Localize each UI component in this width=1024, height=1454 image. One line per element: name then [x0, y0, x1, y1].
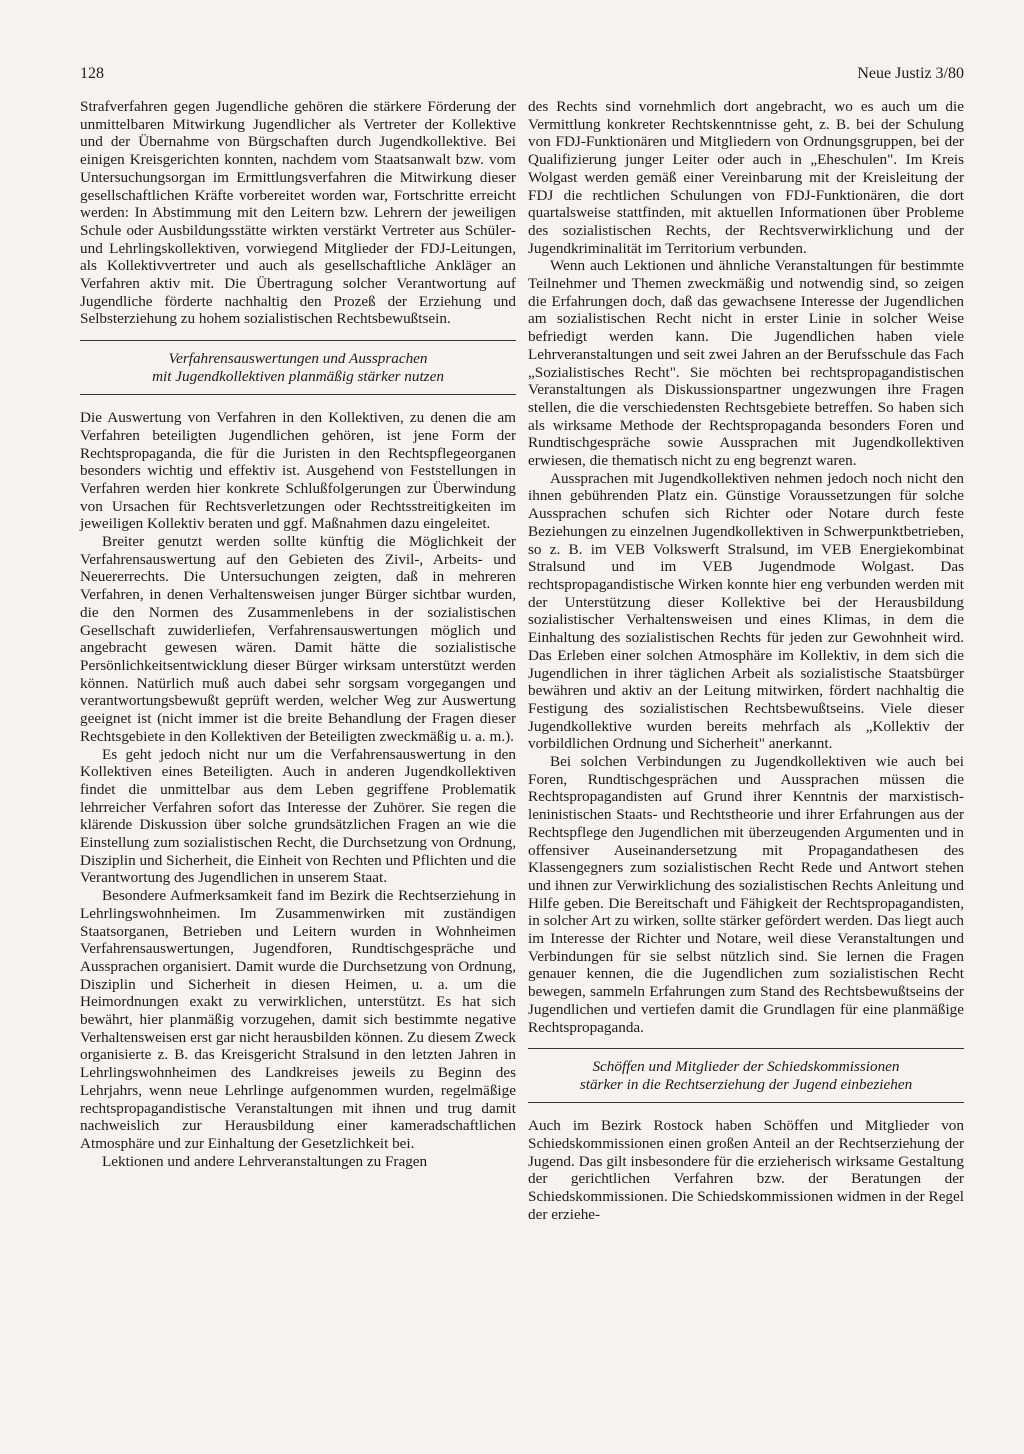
paragraph: Die Auswertung von Verfahren in den Kollektiven, zu denen die am Verfahren beteiligten Jugendlichen gehören, ist jene Form der Rechtspropaganda, die für die Juristen in den Rechtspflegeorganen besonders wichtig und effektiv ist. Ausgehend von Feststellungen in Verfahren werden hier konkrete Schlußfolgerungen zur Überwindung von Ursachen für Rechtsverletzungen oder Rechtsstreitigkeiten im jeweiligen Kollektiv beraten und ggf. Maßnahmen dazu eingeleitet. [80, 409, 516, 533]
section-heading [80, 340, 516, 395]
paragraph: Strafverfahren gegen Jugendliche gehören die stärkere Förderung der unmittelbaren Mitwirkung Jugendlicher als Vertreter der Kollektive und der Übernahme von Bürgschaften durch Jugendkollektive. Bei einigen Kreisgerichten konnten, nachdem vom Staatsanwalt bzw. vom Untersuchungsorgan im Ermittlungsverfahren die Mitwirkung dieser gesellschaftlichen Kräfte vorbereitet worden war, Fortschritte erreicht werden: In Abstimmung mit den Leitern bzw. Lehrern der jeweiligen Schule oder Ausbildungsstätte wirkten verstärkt Vertreter aus Schüler- und Lehrlingskollektiven, vorwiegend Mitglieder der FDJ-Leitungen, als Kollektivvertreter und auch als gesellschaftliche Ankläger an Verfahren aktiv mit. Die Übertragung solcher Verantwortung auf Jugendliche förderte nachhaltig den Prozeß der Erziehung und Selbsterziehung zu hohem sozialistischen Rechtsbewußtsein. [80, 98, 516, 328]
page-header [80, 64, 964, 86]
paragraph: Bei solchen Verbindungen zu Jugendkollektiven wie auch bei Foren, Rundtischgesprächen und Aussprachen müssen die Rechtspropagandisten auf Grund ihrer Kenntnis der marxistisch-leninistischen Staats- und Rechtstheorie und ihrer Erfahrungen aus der Rechtspflege den Jugendlichen mit überzeugenden Argumenten und in offensiver Auseinandersetzung mit Propagandathesen des Klassengegners zum sozialistischen Recht Rede und Antwort stehen und ihnen zur Verwirklichung des sozialistischen Rechts Anleitung und Hilfe geben. Die Bereitschaft und Fähigkeit der Rechtspropagandisten, in solcher Art zu wirken, sollte stärker gefördert werden. Das liegt auch im Interesse der Richter und Notare, weil diese Veranstaltungen und Verbindungen für sie selbst nützlich sind. Sie lernen die Fragen genauer kennen, die die Jugendlichen zum sozialistischen Recht bewegen, sammeln Erfahrungen zum Stand des Rechtsbewußtseins der Jugendlichen und vertiefen damit die Grundlagen für eine planmäßige Rechtspropaganda. [528, 753, 964, 1036]
section-heading-line: Verfahrensauswertungen und Aussprachen [168, 350, 428, 368]
right-column [528, 98, 964, 1223]
paragraph: Auch im Bezirk Rostock haben Schöffen und Mitglieder von Schiedskommissionen einen großen Anteil an der Rechtserziehung der Jugend. Das gilt insbesondere für die erzieherisch wirksame Gestaltung der gerichtlichen Verfahren bzw. der Beratungen der Schiedskommissionen. Die Schiedskommissionen widmen in der Regel der erziehe- [528, 1117, 964, 1223]
section-heading [528, 1048, 964, 1103]
left-column [80, 98, 516, 1170]
paragraph: Lektionen und andere Lehrveranstaltungen zu Fragen [102, 1152, 428, 1170]
page-number: 128 [80, 65, 104, 82]
section-heading-line: Schöffen und Mitglieder der Schiedskommissionen [592, 1058, 900, 1076]
paragraph: Wenn auch Lektionen und ähnliche Veranstaltungen für bestimmte Teilnehmer und Themen zweckmäßig und notwendig sind, so zeigen die Erfahrungen doch, daß das gewachsene Interesse der Jugendlichen am sozialistischen Recht nicht in erster Linie in solcher Weise befriedigt werden kann. Die Jugendlichen haben viele Lehrveranstaltungen und seit zwei Jahren an der Berufsschule das Fach „Sozialistisches Recht". Sie möchten bei rechtspropagandistischen Veranstaltungen als Diskussionspartner ungezwungen ihre Fragen stellen, die die verschiedensten Rechtsgebiete betreffen. So haben sich als wirksame Methode der Rechtspropaganda besonders Foren und Rundtischgespräche sowie Aussprachen mit Jugendkollektiven erwiesen, die thematisch nicht zu eng begrenzt waren. [528, 257, 964, 470]
paragraph: Es geht jedoch nicht nur um die Verfahrensauswertung in den Kollektiven eines Beteiligten. Auch in anderen Jugendkollektiven findet die unmittelbar aus dem Leben gegriffene Problematik lehrreicher Verfahren sofort das Interesse der Zuhörer. Sie regen die klärende Diskussion über solche grundsätzlichen Fragen an wie die Einstellung zum sozialistischen Recht, die Durchsetzung von Ordnung, Disziplin und Sicherheit, die Einheit von Rechten und Pflichten und die Verantwortung des Jugendlichen in unserem Staat. [80, 745, 516, 887]
paragraph: des Rechts sind vornehmlich dort angebracht, wo es auch um die Vermittlung konkreter Rechtskenntnisse geht, z. B. bei der Schulung von FDJ-Funktionären und Mitgliedern von Ordnungsgruppen, bei der Qualifizierung junger Leiter oder auch in „Eheschulen". Im Kreis Wolgast werden gemäß einer Vereinbarung mit der Kreisleitung der FDJ die rechtlichen Schulungen von FDJ-Funktionären, die dort quartalsweise stattfinden, mit aktuellen Informationen über Probleme des sozialistischen Rechts, der Rechtsverwirklichung und der Jugendkriminalität im Territorium verbunden. [528, 98, 964, 257]
section-heading-line: stärker in die Rechtserziehung der Jugend einbeziehen [579, 1076, 913, 1094]
paragraph: Besondere Aufmerksamkeit fand im Bezirk die Rechtserziehung in Lehrlingswohnheimen. Im Zusammenwirken mit zuständigen Staatsorganen, Betrieben und Leitern wurden in Wohnheimen Verfahrensauswertungen, Jugendforen, Rundtischgespräche und Aussprachen organisiert. Damit wurde die Durchsetzung von Ordnung, Disziplin und Sicherheit in diesen Heimen, u. a. um die Heimordnungen exakt zu verwirklichen, unterstützt. Es hat sich bewährt, hier planmäßig vorzugehen, damit sich bestimmte negative Verhaltensweisen erst gar nicht herausbilden können. Zu diesem Zweck organisierte z. B. das Kreisgericht Stralsund in den letzten Jahren in Lehrlingswohnheimen des Landkreises jeweils zu Beginn des Lehrjahrs, wenn neue Lehrlinge aufgenommen wurden, regelmäßige rechtspropagandistische Veranstaltungen mit ihnen und trug damit nachweislich zur Herausbildung einer kameradschaftlichen Atmosphäre und zur Einhaltung der Gesetzlichkeit bei. [80, 887, 516, 1152]
paragraph: Breiter genutzt werden sollte künftig die Möglichkeit der Verfahrensauswertung auf den Gebieten des Zivil-, Arbeits- und Neuererrechts. Die Untersuchungen zeigten, daß in mehreren Verfahren, in denen Verhaltensweisen junger Bürger sichtbar wurden, die den Normen des Zusammenlebens in der sozialistischen Gesellschaft zuwiderliefen, Verfahrensauswertungen möglich und angebracht gewesen wären. Damit hätte die sozialistische Persönlichkeitsentwicklung dieser Bürger wirksam unterstützt werden können. Natürlich muß auch dabei sehr sorgsam vorgegangen und verantwortungsbewußt geprüft werden, welcher Weg zur Auswertung geeignet ist (nicht immer ist die breite Behandlung der Fragen dieser Rechtsgebiete in den Kollektiven der Beteiligten zweckmäßig u. a. m.). [80, 533, 516, 745]
section-heading-line: mit Jugendkollektiven planmäßig stärker nutzen [152, 368, 444, 386]
journal-issue: Neue Justiz 3/80 [857, 65, 964, 82]
paragraph: Aussprachen mit Jugendkollektiven nehmen jedoch noch nicht den ihnen gebührenden Platz ein. Günstige Voraussetzungen für solche Aussprachen schufen sich Richter oder Notare durch feste Beziehungen zu einzelnen Jugendkollektiven in Schwerpunktbetrieben, so z. B. im VEB Volkswerft Stralsund, im VEB Energiekombinat Stralsund und im VEB Jugendmode Wolgast. Das rechtspropagandistische Wirken konnte hier eng verbunden werden mit der Unterstützung dieser Kollektive bei der Herausbildung sozialistischer Verhaltensweisen und eines Klimas, in dem die Einhaltung des sozialistischen Rechts für jeden zur Gewohnheit wird. Das Erleben einer solchen Atmosphäre im Kollektiv, in dem sich die Jugendlichen in ihrer täglichen Arbeit als sozialistische Staatsbürger bewähren und aktiv an der Leitung mitwirken, fördert nachhaltig die Festigung des sozialistischen Rechtsbewußtseins. Viele dieser Jugendkollektive wurden bereits mehrfach als „Kollektiv der vorbildlichen Ordnung und Sicherheit" anerkannt. [528, 469, 964, 753]
